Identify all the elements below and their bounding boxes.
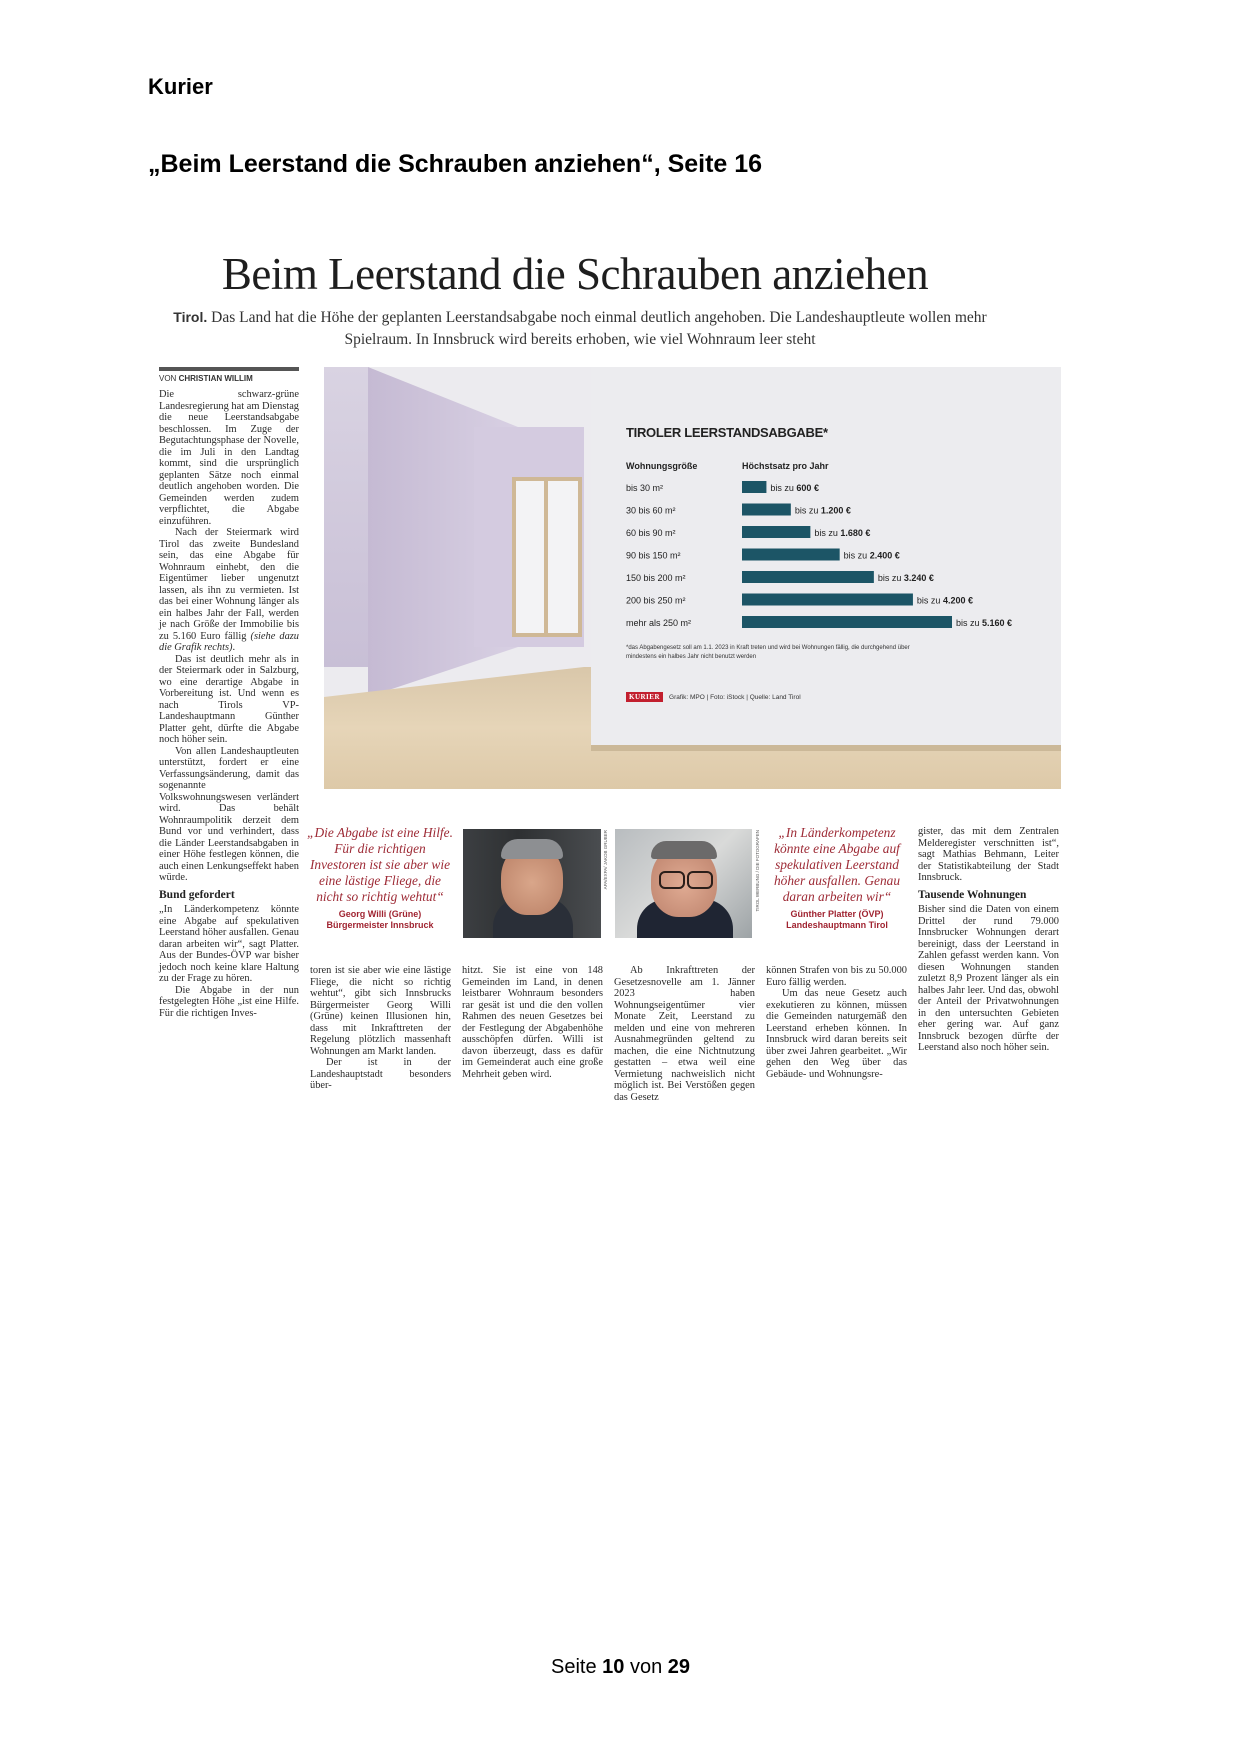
chart-title: TIROLER LEERSTANDSABGABE* (626, 425, 828, 440)
photo-georg-willi (463, 829, 601, 938)
value-label: bis zu 3.240 € (877, 573, 934, 583)
paragraph (159, 527, 299, 654)
document-source: Kurier (148, 74, 213, 99)
paragraph-end: . (232, 642, 236, 653)
current-page: 10 (602, 1656, 625, 1678)
window-frame (544, 477, 548, 637)
value-label: bis zu 600 € (770, 483, 819, 493)
article-column-3 (462, 965, 603, 1080)
paragraph: Die Abgabe in der nun festgelegten Höhe „ist eine Hilfe. Für die richtigen Inves- (159, 984, 299, 1019)
pull-quote-platter (762, 825, 912, 931)
bar-chart (624, 477, 1044, 637)
hair-shape (501, 839, 563, 859)
chart-credits: Grafik: MPO | Foto: iStock | Quelle: Land Tirol (669, 693, 801, 701)
paragraph: Das ist deutlich mehr als in der Steiermark oder in Salzburg, wo eine derartige Abgabe in Vorbereitung ist. Und wenn es nach Tirols VP-Landeshauptmann Günther Platter geht, dürfte die Abgabe noch höher sein. (159, 653, 299, 745)
page-middle: von (624, 1656, 668, 1678)
quote-role: Landeshauptmann Tirol (786, 920, 888, 930)
quote-text: „In Länderkompetenz könnte eine Abgabe auf spekulativen Leerstand höher ausfallen. Genau daran arbeiten wir“ (773, 825, 901, 904)
category-label: 150 bis 200 m² (626, 573, 686, 583)
bar (742, 616, 952, 628)
article-column-5 (766, 965, 907, 1080)
total-pages: 29 (667, 1656, 690, 1678)
category-label: 30 bis 60 m² (626, 505, 676, 516)
paragraph: hitzt. Sie ist eine von 148 Gemeinden im Land, in denen leistbarer Wohnraum besonders rar gesät ist und die den vollen Rahmen des neuen Gesetzes bei der Festlegung der Abgabenhöhe ausschöpfen dürfen. Willi ist davon überzeugt, dass es dafür im Gemeinderat auch eine große Mehrheit geben wird. (462, 965, 603, 1080)
byline (159, 374, 253, 383)
article-column-1 (159, 389, 299, 1019)
bar (742, 571, 874, 583)
paragraph-text: Nach der Steiermark wird Tirol das zweite Bundesland sein, das eine Abgabe für Wohnraum einhebt, den die Eigentümer lieber ungenutzt lassen, als ihn zu vermieten. Ist das bei einer Wohnung länger als ein halbes Jahr der Fall, werden je nach Größe der Immobilie bis zu 5.160 Euro fällig (159, 527, 299, 642)
glasses-shape (687, 871, 713, 889)
kurier-logo: KURIER (626, 692, 663, 702)
value-label: bis zu 1.680 € (814, 528, 871, 538)
article-column-4 (614, 965, 755, 1103)
category-label: 200 bis 250 m² (626, 595, 686, 606)
photo-guenther-platter (615, 829, 752, 938)
paragraph: toren ist sie aber wie eine lästige Fliege, die nicht so richtig wehtut“, gibt sich Innsbrucks Bürgermeister Georg Willi (Grüne) keinen Illusionen hin, dass mit Inkrafttreten der Regelung plötzlich massenhaft Wohnungen am Markt landen. (310, 965, 451, 1057)
chart-x-label: Höchstsatz pro Jahr (742, 461, 829, 471)
paragraph: „In Länderkompetenz könnte eine Abgabe auf spekulativen Leerstand höher ausfallen. Genau daran arbeiten wir“, sagt Platter. Aus der Bundes-ÖVP war bisher jedoch noch keine klare Haltung zu der Frage zu hören. (159, 904, 299, 984)
bar (742, 549, 840, 561)
value-label: bis zu 5.160 € (956, 618, 1013, 628)
byline-rule (159, 367, 299, 371)
article-column-2 (310, 965, 451, 1092)
bar (742, 504, 791, 516)
value-label: bis zu 4.200 € (916, 595, 973, 606)
hair-shape (651, 841, 717, 859)
category-label: 60 bis 90 m² (626, 528, 676, 538)
article-headline: Beim Leerstand die Schrauben anziehen (221, 249, 929, 299)
paragraph: Um das neue Gesetz auch exekutieren zu können, müssen die Gemeinden naturgemäß den Leerstand erheben können. In Innsbruck wird daran bereits seit über zwei Jahren gearbeitet. „Wir gehen den Weg über das Gebäude- und Wohnungsre- (766, 988, 907, 1080)
graphic-reference: (siehe dazu die Grafik rechts) (159, 630, 300, 653)
paragraph: Von allen Landeshauptleuten unterstützt, fordert er eine Verfassungsänderung, damit das sogenannte Volkswohnungswesen verländert wird. Das behält Wohnraumpolitik derzeit dem Bund vor und verhindert, dass die Länder Leerstandsabgaben in einer Höhe festlegen können, die auch einen Lenkungseffekt haben würde. (159, 745, 299, 883)
paragraph: Der ist in der Landeshauptstadt besonders über- (310, 1057, 451, 1091)
value-label: bis zu 1.200 € (794, 505, 851, 516)
subhead-text: Das Land hat die Höhe der geplanten Leerstandsabgabe noch einmal deutlich angehoben. Die Landeshauptleute wollen mehr Spielraum. In Innsbruck wird bereits erhoben, wie viel Wohnraum leer steht (207, 309, 987, 348)
glasses-shape (659, 871, 685, 889)
chart-graphic (324, 367, 1061, 789)
category-label: 90 bis 150 m² (626, 550, 681, 561)
pull-quote-willi (305, 825, 455, 931)
article-subhead (170, 306, 990, 351)
subheading: Bund gefordert (159, 888, 235, 901)
bar (742, 481, 766, 493)
photo-credit: APA/EXPA/ JAKOB GRUBER (603, 830, 608, 890)
byline-prefix: VON (159, 374, 179, 383)
panel-baseboard (591, 745, 1061, 751)
document-title: „Beim Leerstand die Schrauben anziehen“, Seite 16 (148, 150, 763, 178)
quote-name: Günther Platter (ÖVP) (790, 909, 884, 919)
photo-credit: TIROL WERBUNG / DIE FOTOGRAFEN (755, 830, 760, 912)
chart-credits-row (626, 692, 801, 702)
chart-y-label: Wohnungsgröße (626, 461, 698, 471)
quote-text: „Die Abgabe ist eine Hilfe. Für die richtigen Investoren ist sie aber wie eine lästige Fliege, die nicht so richtig wehtut“ (307, 825, 453, 904)
bar (742, 594, 913, 606)
room-wall (324, 367, 368, 667)
paragraph: können Strafen von bis zu 50.000 Euro fällig werden. (766, 965, 907, 988)
paragraph: Bisher sind die Daten von einem Drittel der rund 79.000 Innsbrucker Wohnungen derart bereinigt, dass der Leerstand in Zahlen gefasst werden kann. Von diesen Wohnungen standen zuletzt 8,9 Prozent länger als ein halbes Jahr leer. Und das, obwohl der Anteil der Privatwohnungen in den untersuchten Gebieten eher gering war. Auf ganz Innsbruck bezogen dürfte der Leerstand also noch höher sein. (918, 904, 1059, 1053)
paragraph: Die schwarz-grüne Landesregierung hat am Dienstag die neue Leerstandsabgabe beschlossen. Im Zuge der Begutachtungsphase der Novelle, die im Juli in den Landtag kommt, sind die ursprünglich geplanten Sätze noch einmal deutlich angehoben worden. Die Gemeinden werden zudem verpflichtet, die Abgabe einzuführen. (159, 389, 299, 527)
subheading: Tausende Wohnungen (918, 888, 1027, 901)
page-prefix: Seite (550, 1656, 603, 1678)
chart-footnote: *das Abgabengesetz soll am 1.1. 2023 in Kraft treten und wird bei Wohnungen fällig, die durchgehend über mindestens ein halbes Jahr nicht benutzt werden (626, 645, 910, 660)
byline-author: CHRISTIAN WILLIM (178, 374, 253, 383)
category-label: bis 30 m² (626, 483, 664, 493)
quote-name: Georg Willi (Grüne) (338, 909, 422, 919)
paragraph: Ab Inkrafttreten der Gesetzesnovelle am 1. Jänner 2023 haben Wohnungseigentümer vier Monate Zeit, Leerstand zu melden und eine von mehreren Ausnahmegründen geltend zu machen, die eine Nichtnutzung gestatten – etwa weil eine Vermietung nachweislich nicht möglich ist. Bei Verstößen gegen das Gesetz (614, 965, 755, 1103)
paragraph: gister, das mit dem Zentralen Melderegister verschnitten ist“, sagt Mathias Behmann, Leiter der Statistikabteilung der Stadt Innsbruck. (918, 826, 1059, 883)
category-label: mehr als 250 m² (626, 618, 692, 628)
quote-role: Bürgermeister Innsbruck (326, 920, 434, 930)
subhead-lead: Tirol. (173, 309, 208, 325)
page-number (0, 1656, 1241, 1679)
value-label: bis zu 2.400 € (843, 550, 900, 561)
article-column-6 (918, 826, 1059, 1054)
bar (742, 526, 810, 538)
